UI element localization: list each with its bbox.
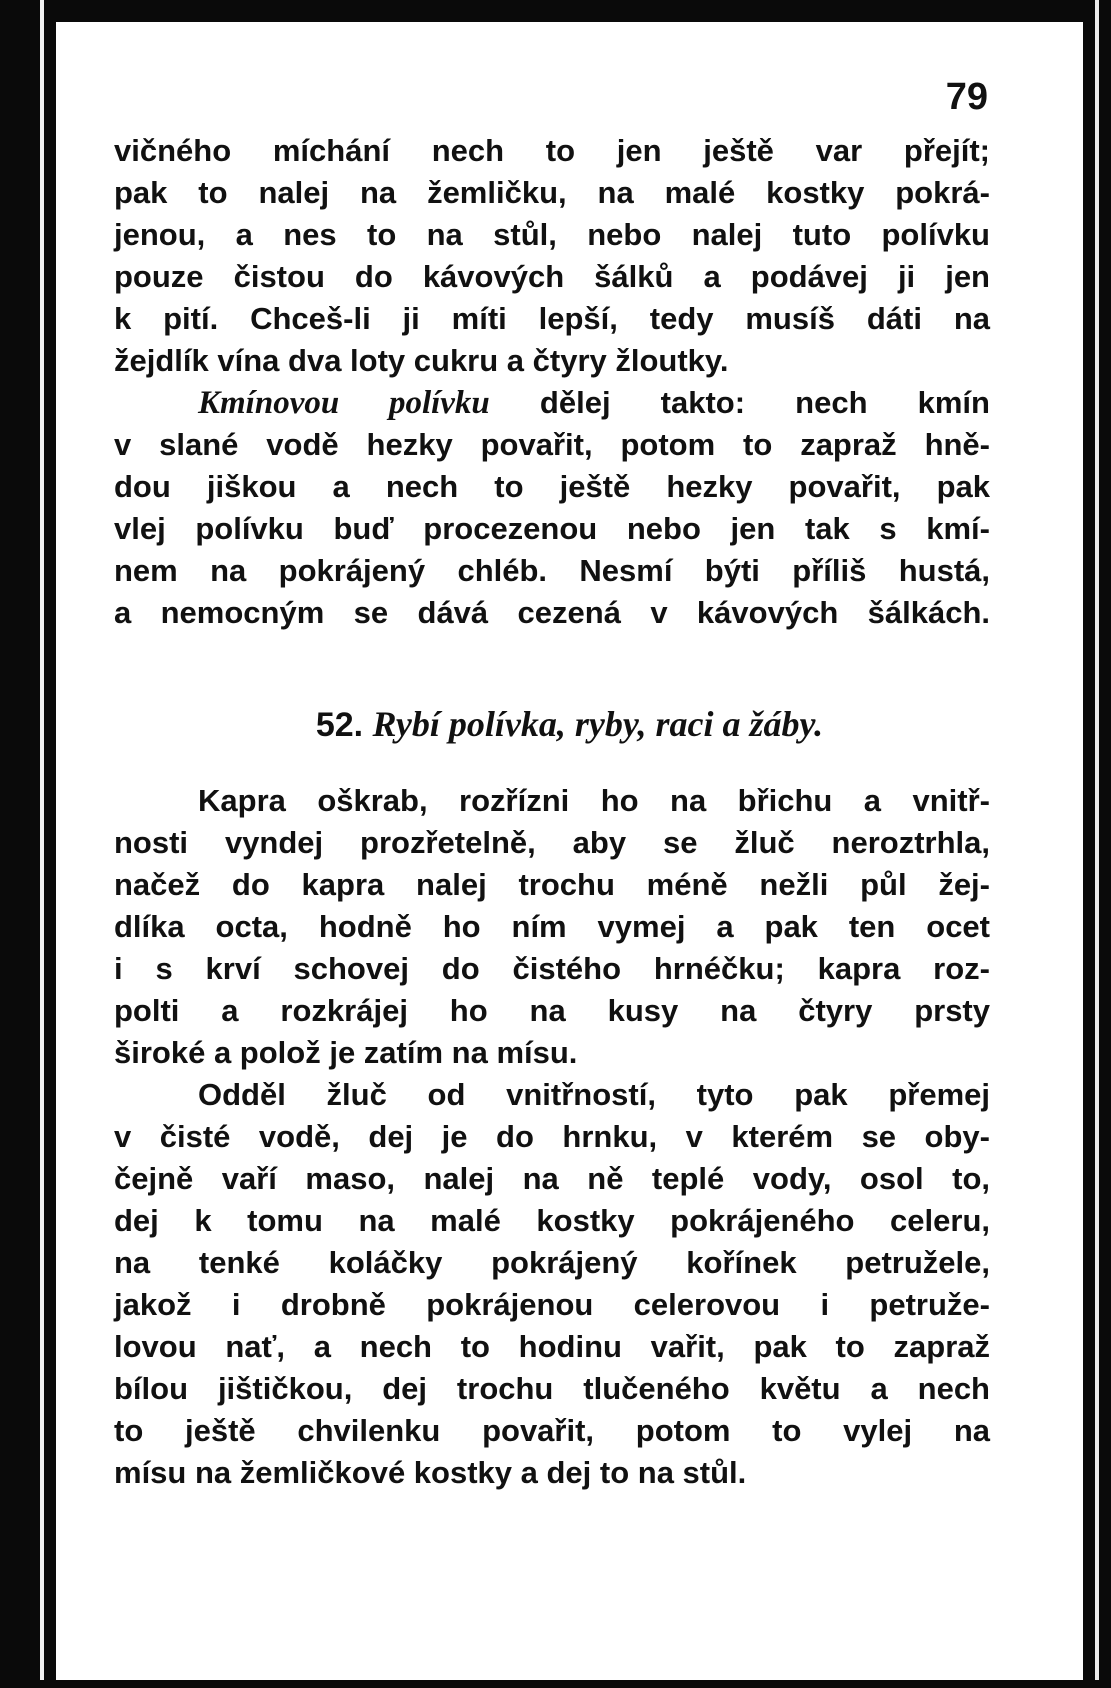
text-line: načež do kapra nalej trochu méně nežli půl žej- — [114, 867, 990, 902]
section-heading — [56, 702, 1083, 747]
text-line: dou jiškou a nech to ještě hezky povařit, pak — [114, 469, 990, 504]
scan-border-right-edge — [1095, 0, 1099, 1688]
text-line: jakož i drobně pokrájenou celerovou i petruže- — [114, 1287, 990, 1322]
text-line: jenou, a nes to na stůl, nebo nalej tuto polívku — [114, 217, 990, 252]
text-line: dej k tomu na malé kostky pokrájeného celeru, — [114, 1203, 990, 1238]
scan-border-top — [0, 0, 1111, 22]
text-line: vičného míchání nech to jen ještě var přejít; — [114, 133, 990, 168]
scan-border-left — [0, 0, 56, 1688]
lead-text: dělej takto: nech kmín — [489, 385, 990, 420]
text-line: dlíka octa, hodně ho ním vymej a pak ten ocet — [114, 909, 990, 944]
paragraph-kapr — [114, 780, 990, 1074]
text-line: pouze čistou do kávových šálků a podávej ji jen — [114, 259, 990, 294]
text-line: na tenké koláčky pokrájený kořínek petružele, — [114, 1245, 990, 1280]
text-line: čejně vaří maso, nalej na ně teplé vody, osol to, — [114, 1161, 990, 1196]
recipe-name: Kmínovou polívku — [198, 385, 490, 421]
text-line: a nemocným se dává cezená v kávových šálkách. — [114, 595, 990, 630]
paragraph-lead-line — [114, 382, 990, 424]
text-line: i s krví schovej do čistého hrnéčku; kapra roz- — [114, 951, 990, 986]
scan-border-left-edge — [40, 0, 44, 1688]
text-line: Odděl žluč od vnitřností, tyto pak přemej — [198, 1077, 990, 1112]
text-line: k pití. Chceš-li ji míti lepší, tedy musíš dáti na — [114, 301, 990, 336]
paragraph-kminova-polivka — [114, 382, 990, 634]
page-number: 79 — [945, 76, 988, 118]
paragraph-zluc — [114, 1074, 990, 1494]
paragraph-continuation — [114, 130, 990, 382]
text-line: bílou jištičkou, dej trochu tlučeného květu a nech — [114, 1371, 990, 1406]
text-line: žejdlík vína dva loty cukru a čtyry žloutky. — [114, 343, 729, 378]
text-line: lovou nať, a nech to hodinu vařit, pak to zapraž — [114, 1329, 990, 1364]
book-page — [56, 22, 1083, 1680]
text-line: v čisté vodě, dej je do hrnku, v kterém se oby- — [114, 1119, 990, 1154]
scan-border-bottom — [0, 1680, 1111, 1688]
text-line: polti a rozkrájej ho na kusy na čtyry prsty — [114, 993, 990, 1028]
text-line: mísu na žemličkové kostky a dej to na stůl. — [114, 1455, 747, 1490]
text-line: široké a polož je zatím na mísu. — [114, 1035, 578, 1070]
text-line: vlej polívku buď procezenou nebo jen tak s kmí- — [114, 511, 990, 546]
text-line: pak to nalej na žemličku, na malé kostky pokrá- — [114, 175, 990, 210]
text-line: nem na pokrájený chléb. Nesmí býti příliš hustá, — [114, 553, 990, 588]
text-line: nosti vyndej prozřetelně, aby se žluč neroztrhla, — [114, 825, 990, 860]
text-line: v slané vodě hezky povařit, potom to zapraž hně- — [114, 427, 990, 462]
text-line: Kapra oškrab, rozřízni ho na břichu a vnitř- — [198, 783, 990, 818]
text-line: to ještě chvilenku povařit, potom to vylej na — [114, 1413, 990, 1448]
section-title: Rybí polívka, ryby, raci a žáby. — [372, 704, 824, 744]
section-number: 52. — [315, 706, 364, 744]
